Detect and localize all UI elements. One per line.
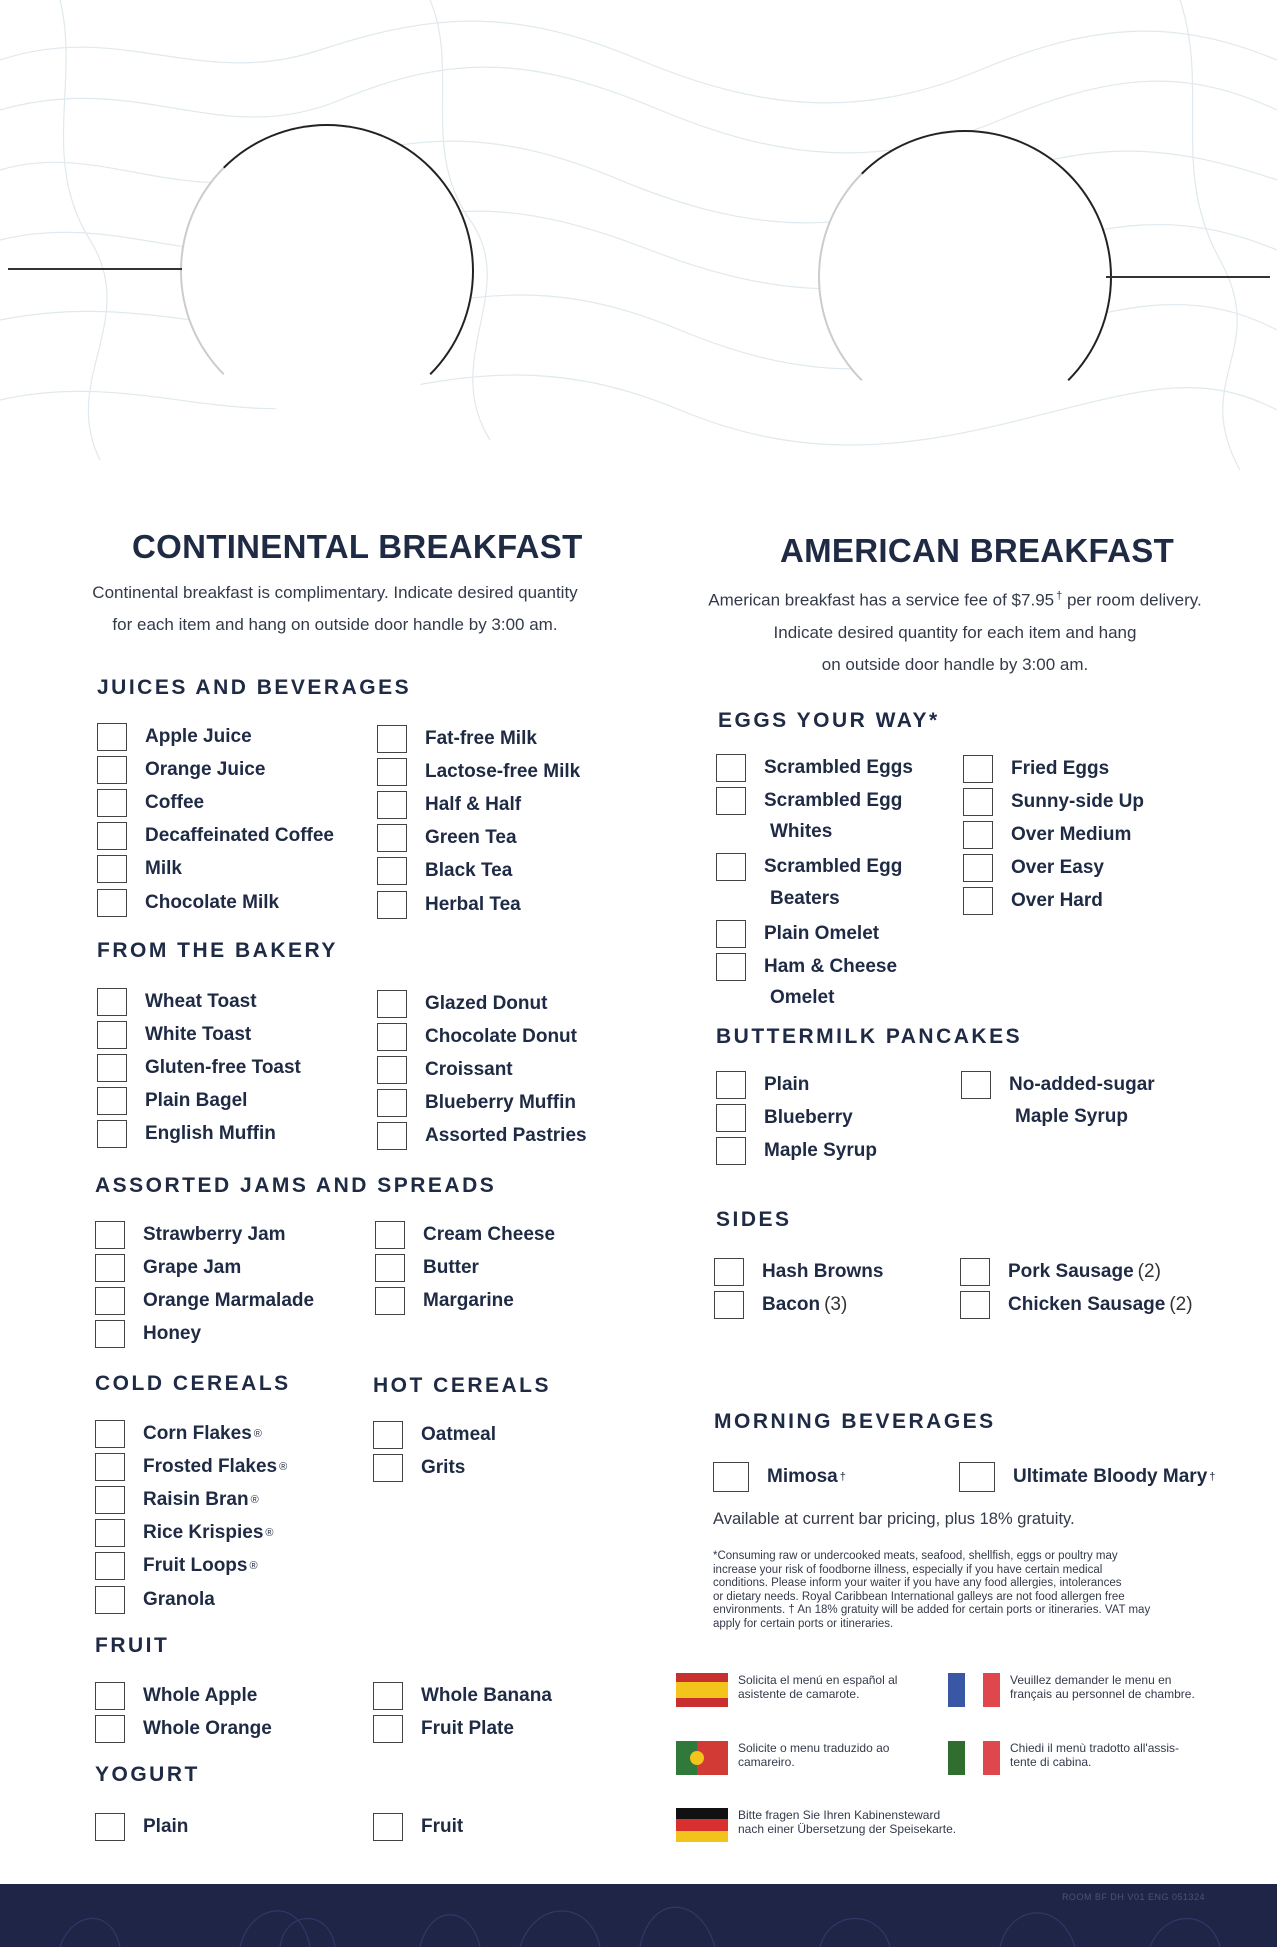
checkbox[interactable] xyxy=(97,988,127,1016)
fine-print-line: increase your risk of foodborne illness, especially if you have certain medical xyxy=(713,1563,1103,1576)
lang-french xyxy=(948,1673,1195,1707)
list-item[interactable] xyxy=(716,851,902,884)
item-label-continued: Beaters xyxy=(770,887,840,909)
checkbox[interactable] xyxy=(377,725,407,753)
checkbox[interactable] xyxy=(95,1320,125,1348)
list-item[interactable] xyxy=(97,886,279,919)
item-label: White Toast xyxy=(145,1023,252,1045)
item-label: Glazed Donut xyxy=(425,992,548,1014)
section-fruit-heading: FRUIT xyxy=(95,1634,170,1657)
section-yogurt-heading: YOGURT xyxy=(95,1763,200,1786)
list-item[interactable] xyxy=(373,1679,552,1712)
hanger-top xyxy=(0,0,1277,520)
portugal-flag-icon xyxy=(676,1741,728,1775)
item-label: Assorted Pastries xyxy=(425,1125,587,1147)
item-label: Fruit Loops xyxy=(143,1555,248,1577)
lang-line: Bitte fragen Sie Ihren Kabinensteward xyxy=(738,1808,941,1822)
item-label: Ham & Cheese xyxy=(764,955,898,977)
lang-text xyxy=(1010,1673,1195,1701)
section-pancakes-heading: BUTTERMILK PANCAKES xyxy=(716,1025,1023,1048)
checkbox[interactable] xyxy=(95,1715,125,1743)
continental-intro-line1: Continental breakfast is complimentary. Indicate desired quantity xyxy=(92,583,578,602)
checkbox[interactable] xyxy=(97,1120,127,1148)
checkbox[interactable] xyxy=(97,1054,127,1082)
registered-mark: ® xyxy=(279,1460,288,1473)
item-label: Gluten-free Toast xyxy=(145,1056,301,1078)
hanger-hole-right xyxy=(818,130,1112,424)
item-label: Blueberry xyxy=(764,1106,853,1128)
list-item[interactable] xyxy=(97,786,204,819)
spain-flag-icon xyxy=(676,1673,728,1707)
item-label: Mimosa xyxy=(767,1465,838,1487)
checkbox[interactable] xyxy=(97,756,127,784)
checkbox[interactable] xyxy=(95,1813,125,1841)
list-item[interactable] xyxy=(95,1450,287,1483)
list-item[interactable] xyxy=(373,1810,463,1843)
item-label: Margarine xyxy=(423,1289,514,1311)
checkbox[interactable] xyxy=(377,990,407,1018)
lang-portuguese xyxy=(676,1741,889,1775)
lang-text xyxy=(738,1741,889,1769)
list-item[interactable] xyxy=(377,987,547,1020)
continental-intro-line2: for each item and hang on outside door handle by 3:00 am. xyxy=(112,615,558,634)
list-item[interactable] xyxy=(716,917,879,950)
checkbox[interactable] xyxy=(960,1291,990,1319)
item-label: Orange Juice xyxy=(145,758,266,780)
checkbox[interactable] xyxy=(963,821,993,849)
checkbox[interactable] xyxy=(716,1071,746,1099)
list-item[interactable] xyxy=(97,1051,301,1084)
lang-line: tente di cabina. xyxy=(1010,1755,1092,1769)
item-label: Milk xyxy=(145,858,182,880)
list-item[interactable] xyxy=(375,1284,514,1317)
footer-band xyxy=(0,1884,1277,1947)
checkbox[interactable] xyxy=(95,1519,125,1547)
checkbox[interactable] xyxy=(716,1137,746,1165)
item-label: Green Tea xyxy=(425,827,517,849)
registered-mark: ® xyxy=(265,1527,274,1540)
item-label: Scrambled Egg xyxy=(764,789,903,811)
list-item[interactable] xyxy=(714,1288,847,1321)
continental-intro xyxy=(60,577,610,641)
checkbox[interactable] xyxy=(95,1453,125,1481)
checkbox[interactable] xyxy=(95,1420,125,1448)
france-flag-icon xyxy=(948,1673,1000,1707)
item-quantity: (3) xyxy=(824,1293,848,1315)
list-item[interactable] xyxy=(963,885,1103,918)
checkbox[interactable] xyxy=(377,758,407,786)
checkbox[interactable] xyxy=(97,822,127,850)
checkbox[interactable] xyxy=(95,1486,125,1514)
hanger-hole-left xyxy=(180,124,474,418)
item-label: Ultimate Bloody Mary xyxy=(1013,1465,1208,1487)
checkbox[interactable] xyxy=(375,1221,405,1249)
checkbox[interactable] xyxy=(716,1104,746,1132)
checkbox[interactable] xyxy=(963,755,993,783)
item-label: Hash Browns xyxy=(762,1260,884,1282)
checkbox[interactable] xyxy=(377,1089,407,1117)
germany-flag-icon xyxy=(676,1808,728,1842)
checkbox[interactable] xyxy=(716,953,746,981)
list-item[interactable] xyxy=(95,1417,262,1450)
fine-print-line: *Consuming raw or undercooked meats, seafood, shellfish, eggs or poultry may xyxy=(713,1550,1118,1562)
lang-line: nach einer Übersetzung der Speisekarte. xyxy=(738,1822,957,1836)
item-label: Herbal Tea xyxy=(425,893,521,915)
list-item[interactable] xyxy=(716,751,913,784)
list-item[interactable] xyxy=(377,788,521,821)
checkbox[interactable] xyxy=(961,1071,991,1099)
item-label: Whole Orange xyxy=(143,1717,272,1739)
list-item[interactable] xyxy=(97,853,182,886)
checkbox[interactable] xyxy=(377,891,407,919)
list-item[interactable] xyxy=(377,855,512,888)
item-label: Orange Marmalade xyxy=(143,1289,315,1311)
checkbox[interactable] xyxy=(373,1454,403,1482)
list-item[interactable] xyxy=(714,1255,883,1288)
item-label: Whole Banana xyxy=(421,1684,552,1706)
checkbox[interactable] xyxy=(377,1122,407,1150)
pancakes-no-sugar-item[interactable] xyxy=(961,1068,1155,1101)
list-item[interactable] xyxy=(963,818,1131,851)
checkbox[interactable] xyxy=(95,1221,125,1249)
list-item[interactable] xyxy=(95,1218,286,1251)
lang-line: Solicite o menu traduzido ao xyxy=(738,1741,890,1755)
lang-line: camareiro. xyxy=(738,1755,795,1769)
item-label: Whole Apple xyxy=(143,1684,258,1706)
section-jams-heading: ASSORTED JAMS AND SPREADS xyxy=(95,1174,497,1197)
american-title: AMERICAN BREAKFAST xyxy=(780,532,1175,569)
item-label: Plain xyxy=(764,1073,810,1095)
section-beverages-heading: MORNING BEVERAGES xyxy=(714,1410,996,1433)
item-label: Over Hard xyxy=(1011,890,1103,912)
checkbox[interactable] xyxy=(960,1258,990,1286)
list-item[interactable] xyxy=(377,1053,513,1086)
item-label: Chicken Sausage xyxy=(1008,1293,1166,1315)
lang-text xyxy=(1010,1741,1179,1769)
checkbox[interactable] xyxy=(97,723,127,751)
checkbox[interactable] xyxy=(373,1421,403,1449)
list-item[interactable] xyxy=(716,950,897,983)
american-intro-line1: American breakfast has a service fee of $7.95 xyxy=(708,590,1055,610)
fine-print xyxy=(713,1550,1150,1632)
list-item[interactable] xyxy=(95,1583,215,1616)
item-label: Wheat Toast xyxy=(145,990,257,1012)
list-item[interactable] xyxy=(375,1218,555,1251)
item-label: Honey xyxy=(143,1323,202,1345)
list-item[interactable] xyxy=(97,753,265,786)
section-hot-cereals-heading: HOT CEREALS xyxy=(373,1374,552,1397)
item-label: Grape Jam xyxy=(143,1256,242,1278)
item-label: Bacon xyxy=(762,1293,821,1315)
checkbox[interactable] xyxy=(377,1056,407,1084)
list-item[interactable] xyxy=(373,1418,496,1451)
dagger-mark: † xyxy=(839,1470,846,1483)
list-item[interactable] xyxy=(960,1255,1161,1288)
checkbox[interactable] xyxy=(714,1291,744,1319)
fine-print-line: conditions. Please inform your waiter if you have any food allergies, intolerances xyxy=(713,1577,1122,1590)
item-label: Croissant xyxy=(425,1058,513,1080)
list-item[interactable] xyxy=(95,1550,258,1583)
checkbox[interactable] xyxy=(373,1715,403,1743)
list-item[interactable] xyxy=(716,1101,853,1134)
list-item[interactable] xyxy=(377,1020,577,1053)
item-label: Over Easy xyxy=(1011,857,1104,879)
footer-code: ROOM BF DH V01 ENG 051324 xyxy=(1061,1892,1205,1902)
section-eggs-heading: EGGS YOUR WAY* xyxy=(718,709,940,732)
american-intro-dagger: † xyxy=(1056,590,1063,602)
item-label: Coffee xyxy=(145,791,205,813)
list-item[interactable] xyxy=(95,1284,314,1317)
checkbox[interactable] xyxy=(377,1023,407,1051)
registered-mark: ® xyxy=(249,1560,258,1573)
checkbox[interactable] xyxy=(95,1287,125,1315)
item-label: Chocolate Donut xyxy=(425,1025,577,1047)
list-item[interactable] xyxy=(373,1451,465,1484)
lang-spanish xyxy=(676,1673,897,1707)
checkbox[interactable] xyxy=(373,1813,403,1841)
item-label: English Muffin xyxy=(145,1123,276,1145)
item-label: Raisin Bran xyxy=(143,1488,249,1510)
list-item[interactable] xyxy=(95,1517,274,1550)
registered-mark: ® xyxy=(250,1493,259,1506)
list-item[interactable] xyxy=(377,822,517,855)
checkbox[interactable] xyxy=(95,1254,125,1282)
list-item[interactable] xyxy=(95,1712,272,1745)
beverage-bloody-mary[interactable] xyxy=(959,1460,1215,1493)
item-label: Over Medium xyxy=(1011,823,1132,845)
american-intro-line3: on outside door handle by 3:00 am. xyxy=(821,654,1089,674)
item-label: Lactose-free Milk xyxy=(425,760,581,782)
checkbox[interactable] xyxy=(714,1258,744,1286)
american-intro xyxy=(690,580,1220,681)
list-item[interactable] xyxy=(97,985,257,1018)
list-item[interactable] xyxy=(375,1251,479,1284)
section-cold-cereals-heading: COLD CEREALS xyxy=(95,1372,291,1395)
checkbox[interactable] xyxy=(97,889,127,917)
lang-line: Chiedi il menù tradotto all'assis- xyxy=(1010,1741,1180,1755)
lang-text xyxy=(738,1673,897,1701)
registered-mark: ® xyxy=(253,1427,262,1440)
fine-print-line: environments. † An 18% gratuity will be added for certain ports or itineraries. VAT may xyxy=(713,1604,1151,1617)
lang-line: français au personnel de chambre. xyxy=(1010,1687,1195,1701)
list-item[interactable] xyxy=(377,888,521,921)
item-label: Scrambled Egg xyxy=(764,856,903,878)
list-item[interactable] xyxy=(377,755,580,788)
checkbox[interactable] xyxy=(97,1021,127,1049)
list-item[interactable] xyxy=(377,1087,576,1120)
continental-title: CONTINENTAL BREAKFAST xyxy=(132,528,583,565)
checkbox[interactable] xyxy=(375,1254,405,1282)
item-label: Granola xyxy=(143,1588,215,1610)
item-label: Half & Half xyxy=(425,793,522,815)
item-quantity: (2) xyxy=(1137,1260,1161,1282)
item-label: No-added-sugar xyxy=(1009,1073,1155,1095)
item-label: Scrambled Eggs xyxy=(764,756,913,778)
checkbox[interactable] xyxy=(963,788,993,816)
checkbox[interactable] xyxy=(716,787,746,815)
lang-line: asistente de camarote. xyxy=(738,1687,860,1701)
item-label: Plain Bagel xyxy=(145,1090,248,1112)
item-label: Strawberry Jam xyxy=(143,1223,286,1245)
fine-print-line: apply for certain ports or itineraries. xyxy=(713,1617,894,1630)
list-item[interactable] xyxy=(377,1120,587,1153)
item-label: Grits xyxy=(421,1456,466,1478)
item-label-continued: Omelet xyxy=(770,987,835,1009)
lang-italian xyxy=(948,1741,1179,1775)
list-item[interactable] xyxy=(963,785,1144,818)
item-label-continued: Whites xyxy=(770,821,833,843)
list-item[interactable] xyxy=(97,1085,247,1118)
item-label: Decaffeinated Coffee xyxy=(145,825,334,847)
list-item[interactable] xyxy=(960,1288,1193,1321)
list-item[interactable] xyxy=(377,722,537,755)
list-item[interactable] xyxy=(97,1018,251,1051)
checkbox[interactable] xyxy=(963,854,993,882)
american-intro-line2: Indicate desired quantity for each item and hang xyxy=(773,622,1137,642)
italy-flag-icon xyxy=(948,1741,1000,1775)
list-item[interactable] xyxy=(95,1810,188,1843)
checkbox[interactable] xyxy=(716,920,746,948)
section-bakery-heading: FROM THE BAKERY xyxy=(97,939,338,962)
dagger-mark: † xyxy=(1209,1470,1216,1483)
checkbox[interactable] xyxy=(97,1087,127,1115)
fine-print-line: or dietary needs. Royal Caribbean International galleys are not food allergen free xyxy=(713,1590,1125,1603)
item-label: Pork Sausage xyxy=(1008,1260,1134,1282)
item-label: Oatmeal xyxy=(421,1423,496,1445)
list-item[interactable] xyxy=(963,852,1104,885)
checkbox[interactable] xyxy=(97,855,127,883)
list-item[interactable] xyxy=(95,1679,257,1712)
list-item[interactable] xyxy=(95,1483,259,1516)
hanger-slit-right xyxy=(1106,276,1270,278)
list-item[interactable] xyxy=(373,1712,514,1745)
item-label: Fruit xyxy=(421,1815,464,1837)
checkbox[interactable] xyxy=(373,1682,403,1710)
checkbox[interactable] xyxy=(377,824,407,852)
item-label: Fruit Plate xyxy=(421,1717,514,1739)
item-label: Black Tea xyxy=(425,860,513,882)
checkbox[interactable] xyxy=(375,1287,405,1315)
list-item[interactable] xyxy=(97,820,334,853)
checkbox[interactable] xyxy=(95,1552,125,1580)
lang-line: Veuillez demander le menu en xyxy=(1010,1673,1172,1687)
list-item[interactable] xyxy=(97,1118,276,1151)
item-label: Sunny-side Up xyxy=(1011,790,1145,812)
item-label: Corn Flakes xyxy=(143,1422,252,1444)
checkbox[interactable] xyxy=(377,857,407,885)
item-label: Maple Syrup xyxy=(764,1139,877,1161)
list-item[interactable] xyxy=(716,784,902,817)
list-item[interactable] xyxy=(95,1318,201,1351)
list-item[interactable] xyxy=(97,720,252,753)
checkbox[interactable] xyxy=(716,853,746,881)
list-item[interactable] xyxy=(963,752,1109,785)
list-item[interactable] xyxy=(95,1251,241,1284)
item-quantity: (2) xyxy=(1169,1293,1193,1315)
checkbox[interactable] xyxy=(95,1586,125,1614)
item-label: Cream Cheese xyxy=(423,1223,556,1245)
pancakes-no-sugar-cont: Maple Syrup xyxy=(1015,1106,1128,1127)
checkbox[interactable] xyxy=(377,791,407,819)
checkbox[interactable] xyxy=(713,1462,749,1492)
item-label: Rice Krispies xyxy=(143,1522,264,1544)
item-label: Butter xyxy=(423,1256,479,1278)
checkbox[interactable] xyxy=(97,789,127,817)
checkbox[interactable] xyxy=(959,1462,995,1492)
american-intro-line1-end: per room delivery. xyxy=(1062,590,1202,610)
checkbox[interactable] xyxy=(95,1682,125,1710)
item-label: Plain xyxy=(143,1815,189,1837)
item-label: Blueberry Muffin xyxy=(425,1092,576,1114)
list-item[interactable] xyxy=(716,1068,809,1101)
list-item[interactable] xyxy=(716,1134,877,1167)
beverage-mimosa[interactable] xyxy=(713,1460,846,1493)
section-sides-heading: SIDES xyxy=(716,1208,792,1231)
section-juices-heading: JUICES AND BEVERAGES xyxy=(97,676,412,699)
item-label: Frosted Flakes xyxy=(143,1455,278,1477)
lang-line: Solicita el menú en español al xyxy=(738,1673,898,1687)
item-label: Fried Eggs xyxy=(1011,757,1110,779)
item-label: Chocolate Milk xyxy=(145,891,280,913)
beverages-note: Available at current bar pricing, plus 18% gratuity. xyxy=(713,1510,1075,1528)
checkbox[interactable] xyxy=(716,754,746,782)
item-label: Apple Juice xyxy=(145,725,252,747)
lang-text xyxy=(738,1808,956,1836)
hanger-slit-left xyxy=(8,268,182,270)
item-label: Plain Omelet xyxy=(764,922,880,944)
checkbox[interactable] xyxy=(963,887,993,915)
lang-german xyxy=(676,1808,956,1842)
item-label: Fat-free Milk xyxy=(425,727,537,749)
